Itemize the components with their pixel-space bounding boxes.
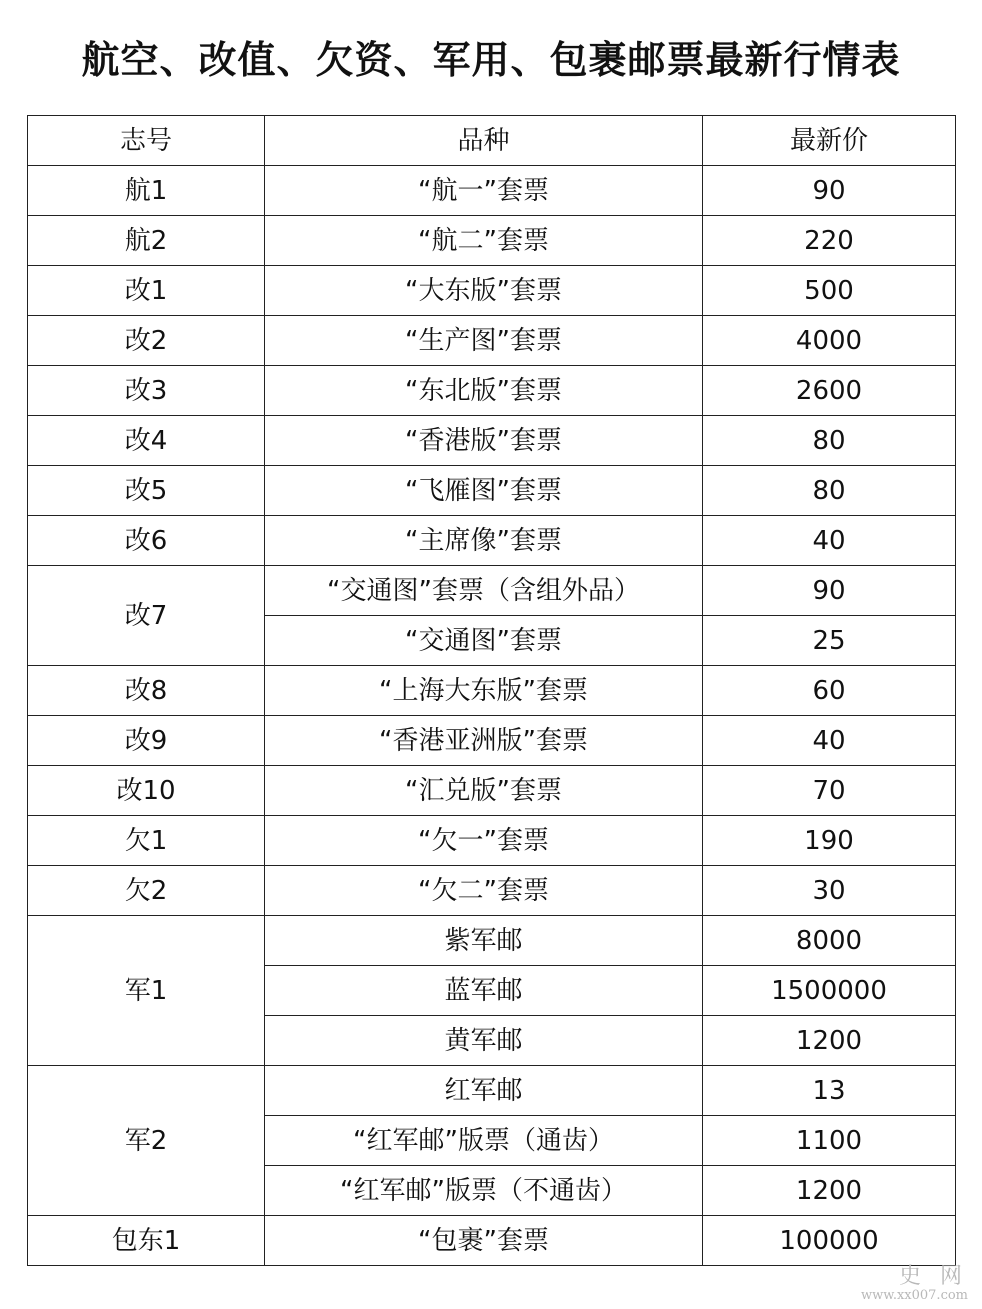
variety-cell: 紫军邮 xyxy=(265,916,703,966)
page-title: 航空、改值、欠资、军用、包裹邮票最新行情表 xyxy=(81,38,901,82)
variety-cell: 黄军邮 xyxy=(265,1016,703,1066)
table-row xyxy=(28,466,956,516)
variety-cell: “汇兑版”套票 xyxy=(265,766,703,816)
watermark-url: www.xx007.com xyxy=(860,1288,968,1303)
price-cell: 60 xyxy=(703,666,956,716)
variety-cell: “飞雁图”套票 xyxy=(265,466,703,516)
code-cell: 改1 xyxy=(28,266,265,316)
table-row xyxy=(28,566,956,616)
table-row xyxy=(28,416,956,466)
variety-cell: 蓝军邮 xyxy=(265,966,703,1016)
variety-cell: “交通图”套票 xyxy=(265,616,703,666)
code-cell: 改6 xyxy=(28,516,265,566)
price-cell: 1500000 xyxy=(703,966,956,1016)
code-cell: 改7 xyxy=(28,566,265,666)
variety-cell: “交通图”套票（含组外品） xyxy=(265,566,703,616)
variety-cell: “香港版”套票 xyxy=(265,416,703,466)
price-cell: 13 xyxy=(703,1066,956,1116)
price-cell: 100000 xyxy=(703,1216,956,1266)
code-cell: 改5 xyxy=(28,466,265,516)
variety-cell: “生产图”套票 xyxy=(265,316,703,366)
table-row xyxy=(28,866,956,916)
code-cell: 军2 xyxy=(28,1066,265,1216)
table-row xyxy=(28,816,956,866)
table-row xyxy=(28,766,956,816)
table-row xyxy=(28,316,956,366)
code-cell: 改8 xyxy=(28,666,265,716)
watermark-text: 史 网 xyxy=(899,1264,968,1289)
price-cell: 70 xyxy=(703,766,956,816)
table-row xyxy=(28,516,956,566)
header-variety: 品种 xyxy=(265,116,703,166)
code-cell: 改9 xyxy=(28,716,265,766)
code-cell: 欠2 xyxy=(28,866,265,916)
price-cell: 1100 xyxy=(703,1116,956,1166)
price-cell: 1200 xyxy=(703,1166,956,1216)
code-cell: 航2 xyxy=(28,216,265,266)
variety-cell: “欠二”套票 xyxy=(265,866,703,916)
code-cell: 包东1 xyxy=(28,1216,265,1266)
table-row xyxy=(28,216,956,266)
code-cell: 航1 xyxy=(28,166,265,216)
table-row xyxy=(28,1066,956,1116)
variety-cell: 红军邮 xyxy=(265,1066,703,1116)
price-cell: 190 xyxy=(703,816,956,866)
variety-cell: “航二”套票 xyxy=(265,216,703,266)
price-cell: 40 xyxy=(703,716,956,766)
header-price: 最新价 xyxy=(703,116,956,166)
price-cell: 90 xyxy=(703,566,956,616)
price-cell: 2600 xyxy=(703,366,956,416)
price-cell: 4000 xyxy=(703,316,956,366)
price-cell: 220 xyxy=(703,216,956,266)
table-row xyxy=(28,1216,956,1266)
header-code: 志号 xyxy=(28,116,265,166)
variety-cell: “欠一”套票 xyxy=(265,816,703,866)
table-row xyxy=(28,266,956,316)
code-cell: 改3 xyxy=(28,366,265,416)
variety-cell: “红军邮”版票（不通齿） xyxy=(265,1166,703,1216)
price-table xyxy=(27,115,956,1266)
code-cell: 改4 xyxy=(28,416,265,466)
variety-cell: “上海大东版”套票 xyxy=(265,666,703,716)
variety-cell: “航一”套票 xyxy=(265,166,703,216)
code-cell: 军1 xyxy=(28,916,265,1066)
code-cell: 欠1 xyxy=(28,816,265,866)
variety-cell: “红军邮”版票（通齿） xyxy=(265,1116,703,1166)
price-cell: 80 xyxy=(703,466,956,516)
variety-cell: “东北版”套票 xyxy=(265,366,703,416)
price-cell: 1200 xyxy=(703,1016,956,1066)
price-cell: 90 xyxy=(703,166,956,216)
table-header-row xyxy=(28,116,956,166)
watermark xyxy=(861,1265,968,1303)
variety-cell: “香港亚洲版”套票 xyxy=(265,716,703,766)
variety-cell: “主席像”套票 xyxy=(265,516,703,566)
price-cell: 80 xyxy=(703,416,956,466)
table-row xyxy=(28,366,956,416)
table-row xyxy=(28,166,956,216)
variety-cell: “大东版”套票 xyxy=(265,266,703,316)
table-row xyxy=(28,666,956,716)
price-cell: 25 xyxy=(703,616,956,666)
price-cell: 500 xyxy=(703,266,956,316)
code-cell: 改10 xyxy=(28,766,265,816)
code-cell: 改2 xyxy=(28,316,265,366)
price-cell: 30 xyxy=(703,866,956,916)
price-cell: 8000 xyxy=(703,916,956,966)
price-cell: 40 xyxy=(703,516,956,566)
table-row xyxy=(28,916,956,966)
table-row xyxy=(28,716,956,766)
variety-cell: “包裹”套票 xyxy=(265,1216,703,1266)
